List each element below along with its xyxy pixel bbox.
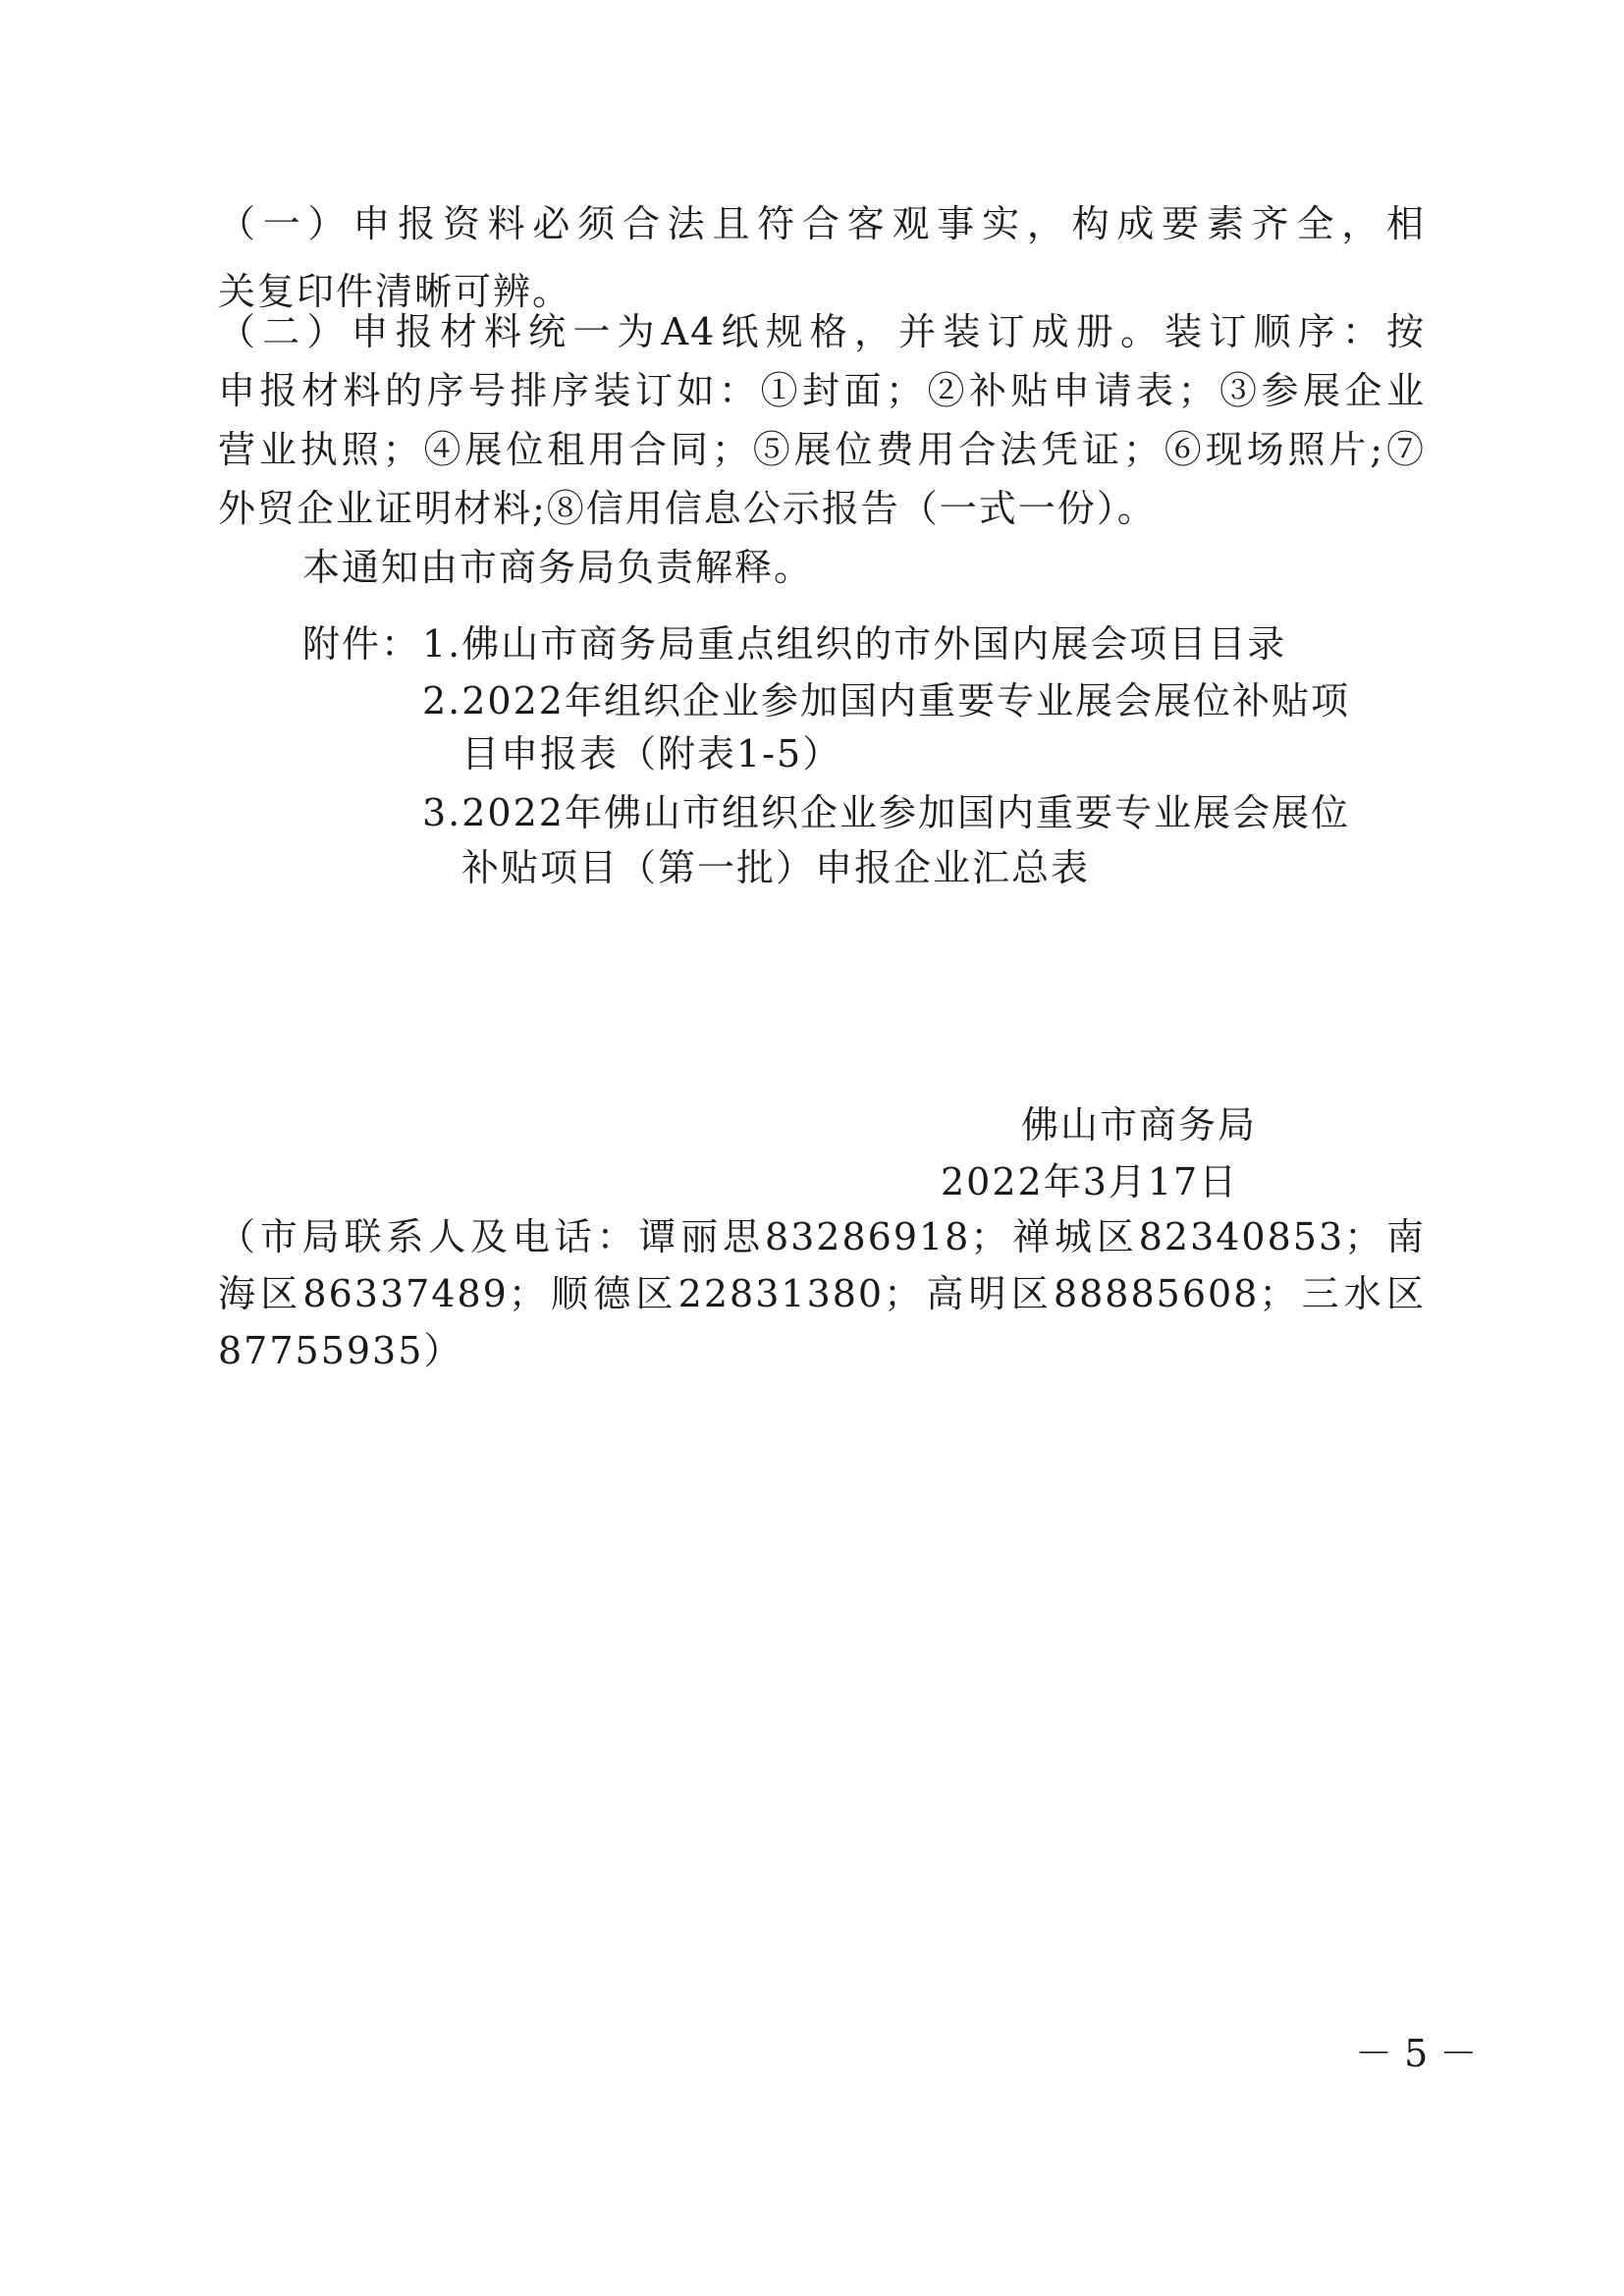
contacts-line-1: （市局联系人及电话：谭丽思83286918；禅城区82340853；南 bbox=[218, 1215, 1426, 1258]
signature-date: 2022年3月17日 bbox=[941, 1160, 1239, 1203]
paragraph-2-line-3: 营业执照；④展位租用合同；⑤展位费用合法凭证；⑥现场照片;⑦ bbox=[218, 428, 1426, 471]
paragraph-1-line-1: （一）申报资料必须合法且符合客观事实，构成要素齐全，相 bbox=[218, 202, 1426, 245]
paragraph-2-line-2: 申报材料的序号排序装订如：①封面；②补贴申请表；③参展企业 bbox=[218, 369, 1426, 412]
signature-organization: 佛山市商务局 bbox=[1021, 1103, 1258, 1147]
paragraph-2-line-1: （二）申报材料统一为A4纸规格，并装订成册。装订顺序：按 bbox=[218, 310, 1426, 353]
attachment-item-2-line-2: 目申报表（附表1-5） bbox=[461, 732, 842, 775]
attachment-item-2-line-1: 2.2022年组织企业参加国内重要专业展会展位补贴项 bbox=[422, 679, 1350, 722]
paragraph-2-line-4: 外贸企业证明材料;⑧信用信息公示报告（一式一份）。 bbox=[218, 487, 1157, 530]
contacts-line-2: 海区86337489；顺德区22831380；高明区88885608；三水区 bbox=[218, 1272, 1426, 1315]
contacts-line-3: 87755935） bbox=[218, 1329, 463, 1372]
attachment-item-3-line-2: 补贴项目（第一批）申报企业汇总表 bbox=[461, 846, 1091, 889]
attachments-label: 附件： bbox=[302, 622, 421, 666]
attachment-item-3-line-1: 3.2022年佛山市组织企业参加国内重要专业展会展位 bbox=[422, 791, 1350, 834]
attachment-item-1: 1.佛山市商务局重点组织的市外国内展会项目目录 bbox=[422, 622, 1287, 666]
paragraph-1-line-2: 关复印件清晰可辨。 bbox=[218, 270, 572, 313]
paragraph-3: 本通知由市商务局负责解释。 bbox=[302, 546, 814, 589]
page-number: － 5 － bbox=[1355, 2032, 1478, 2075]
